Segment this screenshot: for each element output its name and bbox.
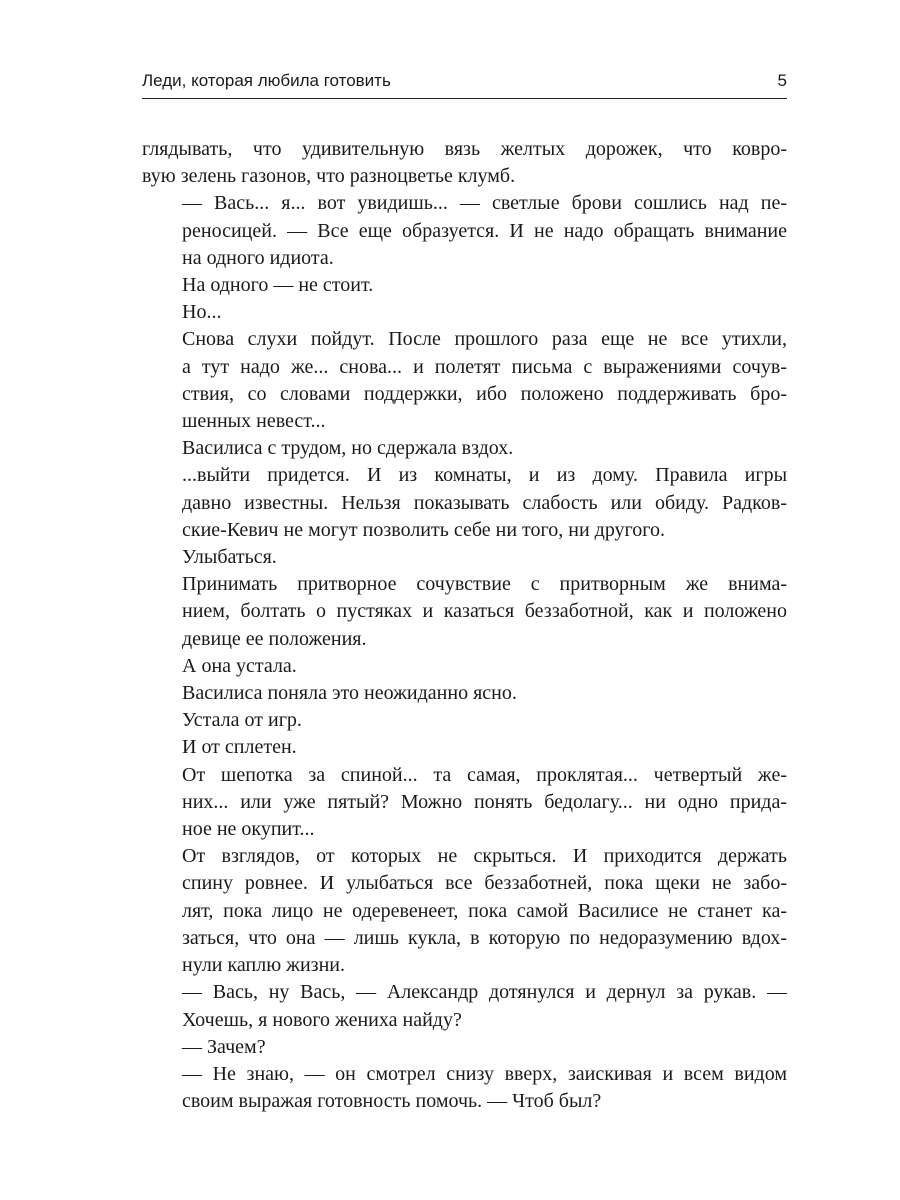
text-line: них... или уже пятый? Можно понять бедолагу... ни одно прида-	[182, 790, 787, 813]
text-line: Василиса поняла это неожиданно ясно.	[182, 682, 517, 705]
text-line: реносицей. — Все еще образуется. И не надо обращать внимание	[182, 219, 787, 242]
paragraph	[142, 979, 787, 1033]
text-line: Принимать притворное сочувствие с притворным же внима-	[182, 573, 787, 596]
text-line: Хочешь, я нового жениха найду?	[182, 1008, 462, 1031]
paragraph	[142, 762, 787, 844]
text-line: — Не знаю, — он смотрел снизу вверх, заискивая и всем видом	[182, 1062, 787, 1085]
text-line: вую зелень газонов, что разноцветье клумб.	[142, 165, 516, 188]
text-line: От взглядов, от которых не скрыться. И приходится держать	[182, 845, 787, 868]
paragraph	[142, 462, 787, 544]
text-line: На одного — не стоит.	[182, 274, 374, 297]
text-line: заться, что она — лишь кукла, в которую по недоразумению вдох-	[182, 926, 787, 949]
paragraph	[142, 326, 787, 435]
page-number: 5	[777, 71, 787, 90]
text-line: ное не окупит...	[182, 818, 315, 841]
text-line: на одного идиота.	[182, 246, 334, 269]
paragraph	[142, 136, 787, 190]
text-line: От шепотка за спиной... та самая, проклятая... четвертый же-	[182, 763, 787, 786]
paragraph	[142, 707, 787, 734]
text-line: ...выйти придется. И из комнаты, и из дому. Правила игры	[182, 464, 787, 487]
paragraph	[142, 272, 787, 299]
paragraph	[142, 299, 787, 326]
book-text	[142, 136, 787, 1115]
text-line: — Вась... я... вот увидишь... — светлые брови сошлись над пе-	[182, 192, 787, 215]
text-line: ствия, со словами поддержки, ибо положено поддерживать бро-	[182, 382, 787, 405]
running-head-title: Леди, которая любила готовить	[142, 71, 391, 90]
text-line: И от сплетен.	[182, 736, 297, 759]
paragraph	[142, 680, 787, 707]
text-line: своим выражая готовность помочь. — Чтоб был?	[182, 1090, 602, 1113]
paragraph	[142, 734, 787, 761]
text-line: девице ее положения.	[182, 627, 367, 650]
text-line: давно известны. Нельзя показывать слабость или обиду. Радков-	[182, 491, 787, 514]
paragraph	[142, 843, 787, 979]
text-line: лят, пока лицо не одеревенеет, пока самой Василисе не станет ка-	[182, 899, 787, 922]
paragraph	[142, 544, 787, 571]
text-line: Улыбаться.	[182, 546, 277, 569]
paragraph	[142, 435, 787, 462]
running-head	[142, 68, 787, 99]
paragraph	[142, 1061, 787, 1115]
text-line: нули каплю жизни.	[182, 954, 345, 977]
text-line: спину ровнее. И улыбаться все беззаботней, пока щеки не забо-	[182, 872, 787, 895]
paragraph	[142, 571, 787, 653]
text-line: Снова слухи пойдут. После прошлого раза еще не все утихли,	[182, 328, 787, 351]
text-line: а тут надо же... снова... и полетят письма с выражениями сочув-	[182, 355, 787, 378]
text-line: шенных невест...	[182, 410, 326, 433]
text-line: А она устала.	[182, 654, 297, 677]
text-line: Василиса с трудом, но сдержала вздох.	[182, 437, 514, 460]
paragraph	[142, 653, 787, 680]
text-line: — Вась, ну Вась, — Александр дотянулся и дернул за рукав. —	[182, 981, 787, 1004]
text-line: ские-Кевич не могут позволить себе ни того, ни другого.	[182, 518, 665, 541]
paragraph	[142, 190, 787, 272]
text-line: глядывать, что удивительную вязь желтых дорожек, что ковро-	[142, 138, 787, 160]
text-line: Устала от игр.	[182, 709, 302, 732]
text-line: — Зачем?	[182, 1035, 266, 1058]
paragraph	[142, 1034, 787, 1061]
text-line: нием, болтать о пустяках и казаться беззаботной, как и положено	[182, 600, 787, 623]
text-line: Но...	[182, 301, 222, 324]
